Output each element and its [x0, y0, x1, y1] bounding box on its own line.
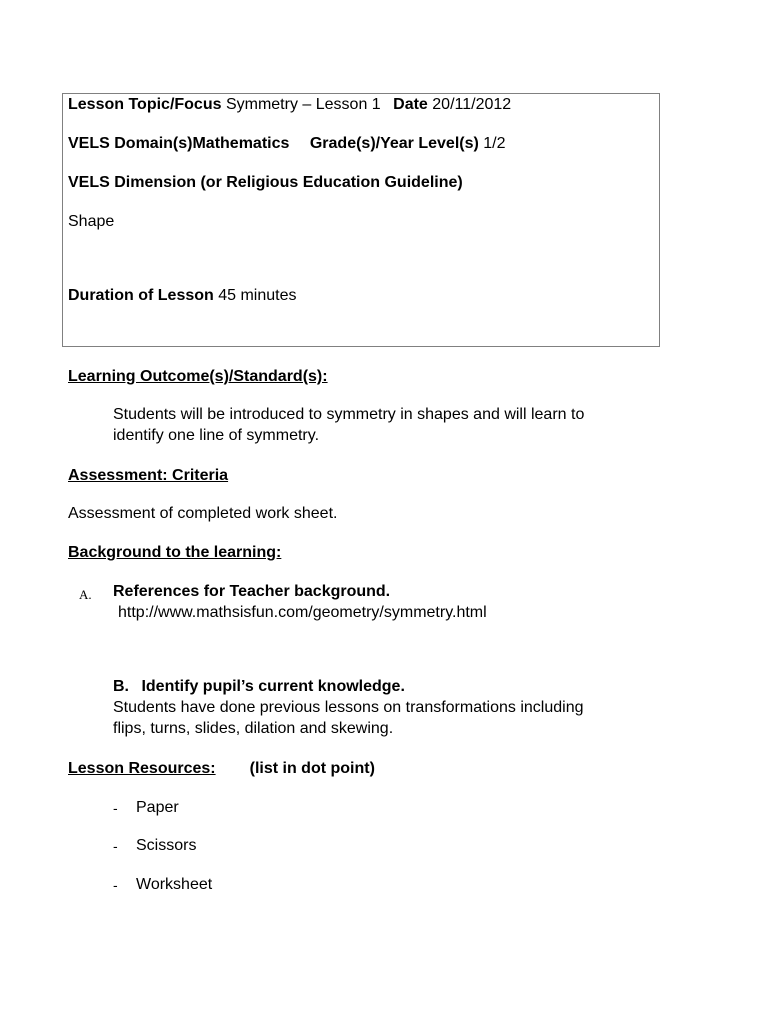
- resource-item: Paper: [136, 799, 179, 816]
- domain-row: [68, 135, 506, 153]
- list-marker-a: A.: [79, 587, 92, 602]
- duration-row: [68, 287, 297, 305]
- lesson-topic-row: [68, 96, 511, 114]
- duration-label: Duration of Lesson: [68, 287, 214, 304]
- dimension-label: VELS Dimension (or Religious Education Guideline): [68, 174, 463, 191]
- pupil-knowledge-row: [113, 678, 405, 696]
- resources-note: (list in dot point): [249, 760, 375, 777]
- assessment-heading: Assessment: Criteria: [68, 467, 229, 484]
- grade-value: 1/2: [483, 135, 506, 152]
- pupil-knowledge-line1: Students have done previous lessons on transformations including: [113, 699, 584, 716]
- domain-label: VELS Domain(s): [68, 135, 193, 152]
- pupil-knowledge-title: Identify pupil’s current knowledge.: [141, 678, 405, 695]
- dimension-value: Shape: [68, 213, 115, 230]
- teacher-references-title: References for Teacher background.: [113, 583, 391, 600]
- dimension-row: [68, 174, 463, 192]
- resources-heading-row: [68, 760, 375, 778]
- lesson-header-box: [62, 93, 660, 347]
- domain-value: Mathematics: [192, 135, 290, 152]
- teacher-references-link[interactable]: http://www.mathsisfun.com/geometry/symmetry.html: [118, 604, 487, 621]
- learning-outcome-line1: Students will be introduced to symmetry in shapes and will learn to: [113, 406, 585, 423]
- background-heading: Background to the learning:: [68, 544, 282, 561]
- resource-item: Scissors: [136, 837, 197, 854]
- learning-outcome-heading: Learning Outcome(s)/Standard(s):: [68, 368, 328, 385]
- topic-value: Symmetry – Lesson 1: [225, 96, 381, 113]
- bullet-dash: -: [113, 838, 118, 854]
- pupil-knowledge-line2: flips, turns, slides, dilation and skewing.: [113, 720, 394, 737]
- bullet-dash: -: [113, 800, 118, 816]
- date-value: 20/11/2012: [432, 96, 512, 113]
- duration-value: 45 minutes: [218, 287, 297, 304]
- list-marker-b: B.: [113, 678, 129, 695]
- date-label: Date: [393, 96, 428, 113]
- topic-label: Lesson Topic/Focus: [68, 96, 222, 113]
- learning-outcome-line2: identify one line of symmetry.: [113, 427, 320, 444]
- resource-item: Worksheet: [136, 876, 213, 893]
- resources-heading: Lesson Resources:: [68, 760, 216, 777]
- assessment-text: Assessment of completed work sheet.: [68, 505, 338, 522]
- grade-label: Grade(s)/Year Level(s): [309, 135, 479, 152]
- bullet-dash: -: [113, 877, 118, 893]
